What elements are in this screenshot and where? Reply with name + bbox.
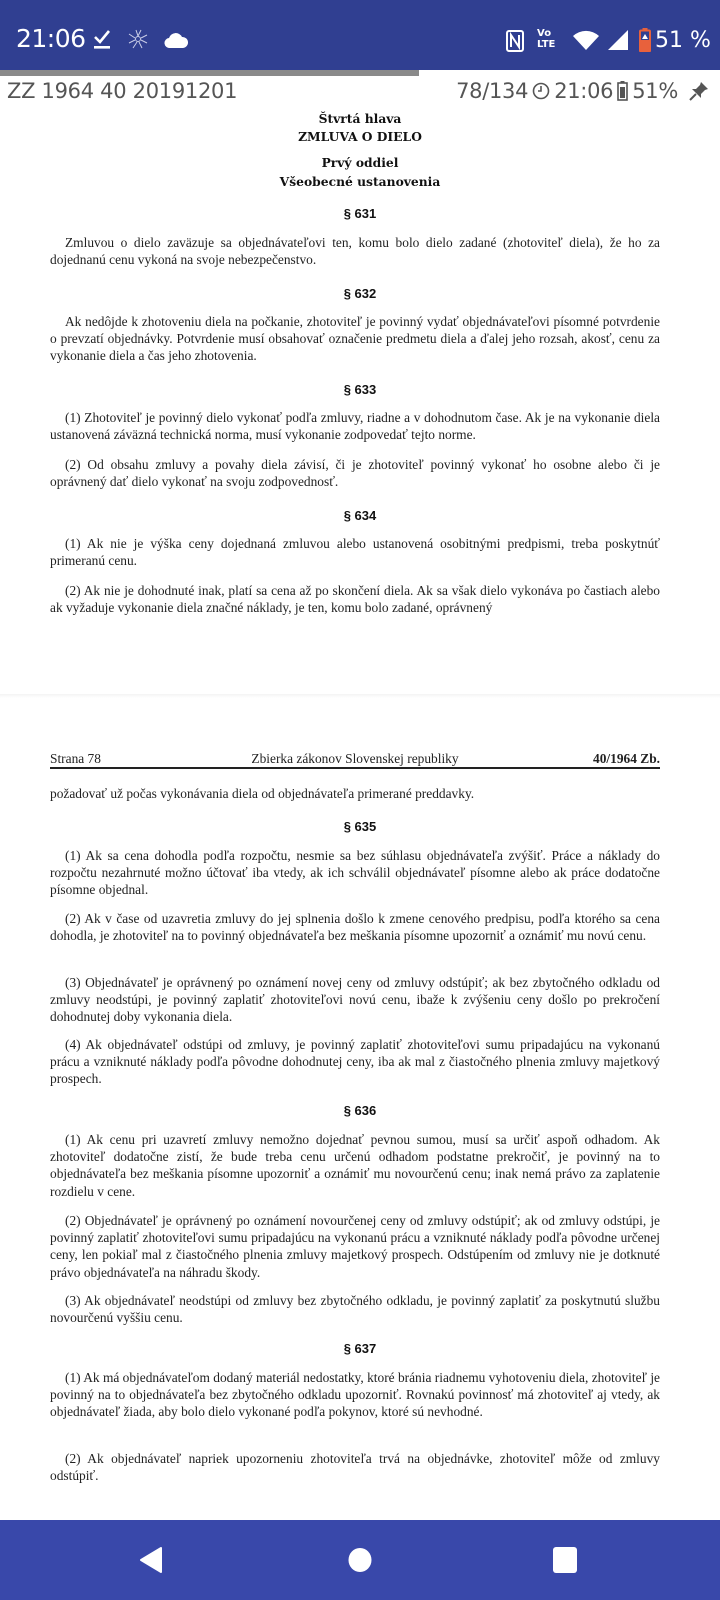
cloud-icon (164, 32, 188, 48)
chapter-subtitle: ZMLUVA O DIELO (298, 129, 422, 144)
volte-bottom: LTE (537, 39, 556, 50)
wifi-icon (572, 29, 600, 51)
publication-name: Zbierka zákonov Slovenskej republiky (251, 751, 459, 766)
reader-battery: 51% (632, 79, 678, 103)
chapter-title: Štvrtá hlava (318, 111, 402, 126)
page-separator (0, 694, 720, 698)
paragraph-text: (2) Objednávateľ je oprávnený po oznámení novourčenej ceny od zmluvy odstúpiť; ak od zmluvy odstúpi, je povinný zaplatiť zhotoviteľovi sumu pripadajúcu na vykonanú prácu a vzniknuté náklady podľa pôvodne určenej ceny, len pokiaľ mal z čiastočného plnenia zmluvy majetkový prospech. Odstúpením od zmluvy nie je dotknuté právo objednávateľa na náhradu škody. (50, 1213, 660, 1280)
paragraph-text: Zmluvou o dielo zaväzuje sa objednávateľovi ten, komu bolo dielo zadané (zhotoviteľ diela), že ho za dojednanú cenu vykoná na svoje nebezpečenstvo. (50, 235, 660, 268)
volte-top: Vo (537, 28, 552, 39)
cell-signal-icon (607, 29, 629, 51)
paragraph-text: (1) Ak má objednávateľom dodaný materiál nedostatky, ktoré bránia riadnemu vyhotoveniu diela, zhotoviteľ je povinný na to objednávateľa bez zbytočného odkladu upozorniť. Rovnakú povinnosť má zhotoviteľ aj vtedy, ak objednávateľ žiada, aby bolo dielo vykonané podľa pokynov, ktoré sú nevhodné. (50, 1370, 660, 1420)
document-title: ZZ 1964 40 20191201 (7, 79, 238, 103)
task-check-icon (92, 28, 112, 50)
status-time: 21:06 (16, 24, 86, 53)
flower-app-icon (127, 28, 149, 50)
paragraph-text: (2) Ak v čase od uzavretia zmluvy do jej splnenia došlo k zmene cenového predpisu, podľa ktorého sa cena dohodla, je zhotoviteľ na to povinný objednávateľa bez meškania písomne upozorniť a oznámiť mu novú cenu. (50, 911, 660, 944)
battery-percent: 51 % (655, 28, 711, 53)
back-button-icon[interactable] (137, 1545, 167, 1575)
paragraph-text: (1) Ak sa cena dohodla podľa rozpočtu, nesmie sa bez súhlasu objednávateľa zvýšiť. Práce a náklady do rozpočtu nezahrnuté možno účtovať iba vtedy, ak ich schválil objednávateľ písomne alebo ak práce dodatočne písomne objednal. (50, 848, 660, 898)
paragraph-text: Ak nedôjde k zhotoveniu diela na počkanie, zhotoviteľ je povinný vydať objednávateľovi písomné potvrdenie o prevzatí objednávky. Potvrdenie musí obsahovať označenie predmetu diela a ďalej jeho rozsah, akosť, cenu za vykonanie diela a čas jeho zhotovenia. (50, 314, 660, 364)
paragraph-text: (3) Ak objednávateľ neodstúpi od zmluvy bez zbytočného odkladu, je povinný zaplatiť za poskytnutú službu novourčenú vyššiu cenu. (50, 1293, 660, 1326)
nfc-icon (506, 30, 524, 52)
document-view[interactable] (0, 110, 720, 1520)
home-button-icon[interactable] (345, 1545, 375, 1575)
paragraph-text: (2) Ak objednávateľ napriek upozorneniu zhotoviteľa trvá na objednávke, zhotoviteľ môže od zmluvy odstúpiť. (50, 1451, 660, 1484)
paragraph-sign: § 631 (343, 206, 377, 221)
paragraph-sign: § 635 (343, 819, 377, 834)
paragraph-text: (1) Ak cenu pri uzavretí zmluvy nemožno dojednať pevnou sumou, musí sa určiť aspoň odhadom. Ak zhotoviteľ dodatočne zistí, že bude treba cenu určenú odhadom podstatne prekročiť, je povinný na to objednávateľa bez meškania písomne upozorniť a oznámiť mu novourčenú cenu; inak nemá právo za zaplatenie rozdielu v cene. (50, 1132, 660, 1199)
navigation-bar (0, 1520, 720, 1600)
paragraph-text: (4) Ak objednávateľ odstúpi od zmluvy, je povinný zaplatiť zhotoviteľovi sumu pripadajúcu na vykonanú prácu a vzniknuté náklady podľa pôvodne dohodnutej ceny, iba ak mal z čiastočného plnenia zmluvy majetkový prospech. (50, 1037, 660, 1087)
law-number: 40/1964 Zb. (593, 751, 660, 766)
paragraph-text: (1) Ak nie je výška ceny dojednaná zmluvou alebo ustanovená osobitnými predpismi, treba poskytnúť primeranú cenu. (50, 536, 660, 569)
section-title: Prvý oddiel (321, 155, 399, 170)
volte-icon (537, 28, 555, 50)
paragraph-text: (3) Objednávateľ je oprávnený po oznámení novej ceny od zmluvy odstúpiť; ak bez zbytočného odkladu od zmluvy neodstúpi, je povinný zaplatiť zhotoviteľovi novú cenu, ibaže k zvýšeniu ceny došlo po prekročení dohodnutej doby vykonania diela. (50, 975, 660, 1025)
battery-icon (617, 81, 628, 101)
reader-info (456, 79, 710, 103)
reader-clock: 21:06 (554, 79, 614, 103)
paragraph-sign: § 636 (343, 1103, 377, 1118)
page-header (50, 751, 660, 769)
clock-icon (532, 82, 550, 100)
paragraph-sign: § 637 (343, 1341, 377, 1356)
battery-charging-icon (639, 28, 651, 52)
recents-button-icon[interactable] (550, 1545, 580, 1575)
paragraph-sign: § 632 (343, 286, 377, 301)
page-77 (0, 110, 720, 692)
paragraph-sign: § 633 (343, 382, 377, 397)
reader-header (0, 76, 720, 110)
paragraph-text: (1) Zhotoviteľ je povinný dielo vykonať podľa zmluvy, riadne a v dohodnutom čase. Ak je na vykonanie diela ustanovená záväzná technická norma, musí vykonanie zodpovedať tejto norme. (50, 410, 660, 443)
status-bar (0, 0, 720, 70)
page-indicator[interactable]: 78/134 (456, 79, 529, 103)
section-subtitle: Všeobecné ustanovenia (279, 174, 441, 189)
page-number: Strana 78 (50, 751, 101, 766)
pin-icon[interactable] (688, 80, 710, 102)
paragraph-continuation: požadovať už počas vykonávania diela od objednávateľa primerané preddavky. (50, 786, 475, 801)
paragraph-sign: § 634 (343, 508, 377, 523)
paragraph-text: (2) Ak nie je dohodnuté inak, platí sa cena až po skončení diela. Ak sa však dielo vykonáva po častiach alebo ak vyžaduje vykonanie diela značné náklady, je ten, komu bolo zadané, oprávnený (50, 583, 660, 616)
paragraph-text: (2) Od obsahu zmluvy a povahy diela závisí, či je zhotoviteľ povinný vykonať ho osobne alebo či je oprávnený dať dielo vykonať na svoju zodpovednosť. (50, 457, 660, 490)
